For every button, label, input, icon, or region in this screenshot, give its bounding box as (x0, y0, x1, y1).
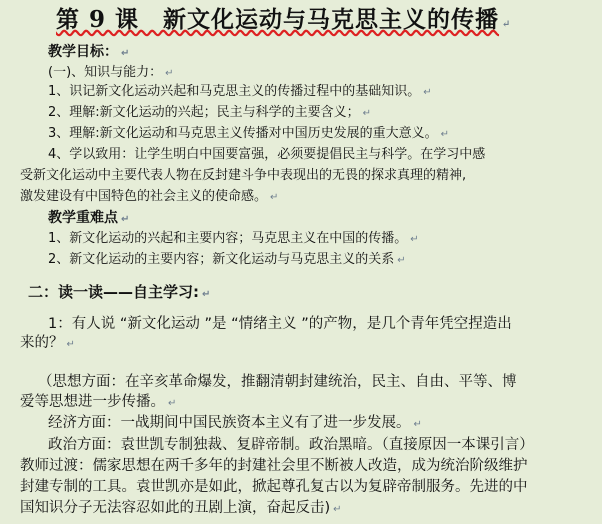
question-line: 来的？ ↵ (20, 335, 75, 351)
paragraph-mark-icon: ↵ (165, 68, 174, 79)
answer-line: 封建专制的工具。袁世凯亦是如此，掀起尊孔复古以为复辟帝制服务。先进的中 (20, 479, 528, 495)
answer-line: 爱等思想进一步传播。 ↵ (20, 394, 177, 410)
objective-item: 3、理解:新文化运动和马克思主义传播对中国历史发展的重大意义。 ↵ (48, 126, 450, 141)
paragraph-mark-icon: ↵ (410, 234, 419, 245)
objective-item: 4、学以致用：让学生明白中国要富强，必须要提倡民主与科学。在学习中感 (48, 147, 486, 162)
paragraph-mark-icon: ↵ (423, 87, 432, 98)
objectives-heading: 教学目标： ↵ (48, 44, 130, 60)
section2-heading: 二：读一读——自主学习: ↵ (28, 283, 211, 301)
key-point-item: 2、新文化运动的主要内容；新文化运动与马克思主义的关系 ↵ (48, 252, 406, 267)
answer-line: 教师过渡：儒家思想在两千多年的封建社会里不断被人改造，成为统治阶级维护 (20, 458, 528, 474)
lesson-title-text: 第 9 课 新文化运动与马克思主义的传播 (56, 6, 500, 33)
answer-line: （思想方面：在辛亥革命爆发，推翻清朝封建统治，民主、自由、平等、博 (38, 374, 517, 390)
key-points-heading: 教学重难点 ↵ (48, 210, 130, 226)
paragraph-mark-icon: ↵ (502, 19, 512, 30)
paragraph-mark-icon: ↵ (121, 48, 130, 59)
key-point-item: 1、新文化运动的兴起和主要内容；马克思主义在中国的传播。 ↵ (48, 231, 419, 246)
lesson-title (56, 6, 511, 39)
objective-item-continued: 激发建设有中国特色的社会主义的使命感。 ↵ (20, 189, 279, 204)
paragraph-mark-icon: ↵ (168, 398, 177, 409)
answer-line: 国知识分子无法容忍如此的丑剧上演，奋起反击) ↵ (20, 500, 342, 516)
paragraph-mark-icon: ↵ (397, 255, 406, 266)
objectives-subheading: (一)、知识与能力： ↵ (48, 65, 174, 80)
paragraph-mark-icon: ↵ (440, 129, 450, 140)
objective-item: 1、识记新文化运动兴起和马克思主义的传播过程中的基础知识。 ↵ (48, 84, 432, 99)
paragraph-mark-icon: ↵ (362, 108, 372, 119)
paragraph-mark-icon: ↵ (202, 289, 211, 300)
objective-item-continued: 受新文化运动中主要代表人物在反封建斗争中表现出的无畏的探求真理的精神, (20, 168, 467, 183)
paragraph-mark-icon: ↵ (333, 504, 342, 515)
answer-line: 经济方面：一战期间中国民族资本主义有了进一步发展。 ↵ (48, 415, 422, 431)
paragraph-mark-icon: ↵ (121, 214, 130, 225)
paragraph-mark-icon: ↵ (270, 192, 279, 203)
paragraph-mark-icon: ↵ (413, 419, 422, 430)
objective-item: 2、理解:新文化运动的兴起；民主与科学的主要含义； ↵ (48, 105, 372, 120)
paragraph-mark-icon: ↵ (66, 339, 75, 350)
answer-line: 政治方面：袁世凯专制独裁、复辟帝制。政治黑暗。（直接原因一本课引言） (48, 437, 534, 453)
question-line: 1：有人说 “新文化运动 ”是 “情绪主义 ”的产物，是几个青年凭空捏造出 (48, 316, 512, 332)
